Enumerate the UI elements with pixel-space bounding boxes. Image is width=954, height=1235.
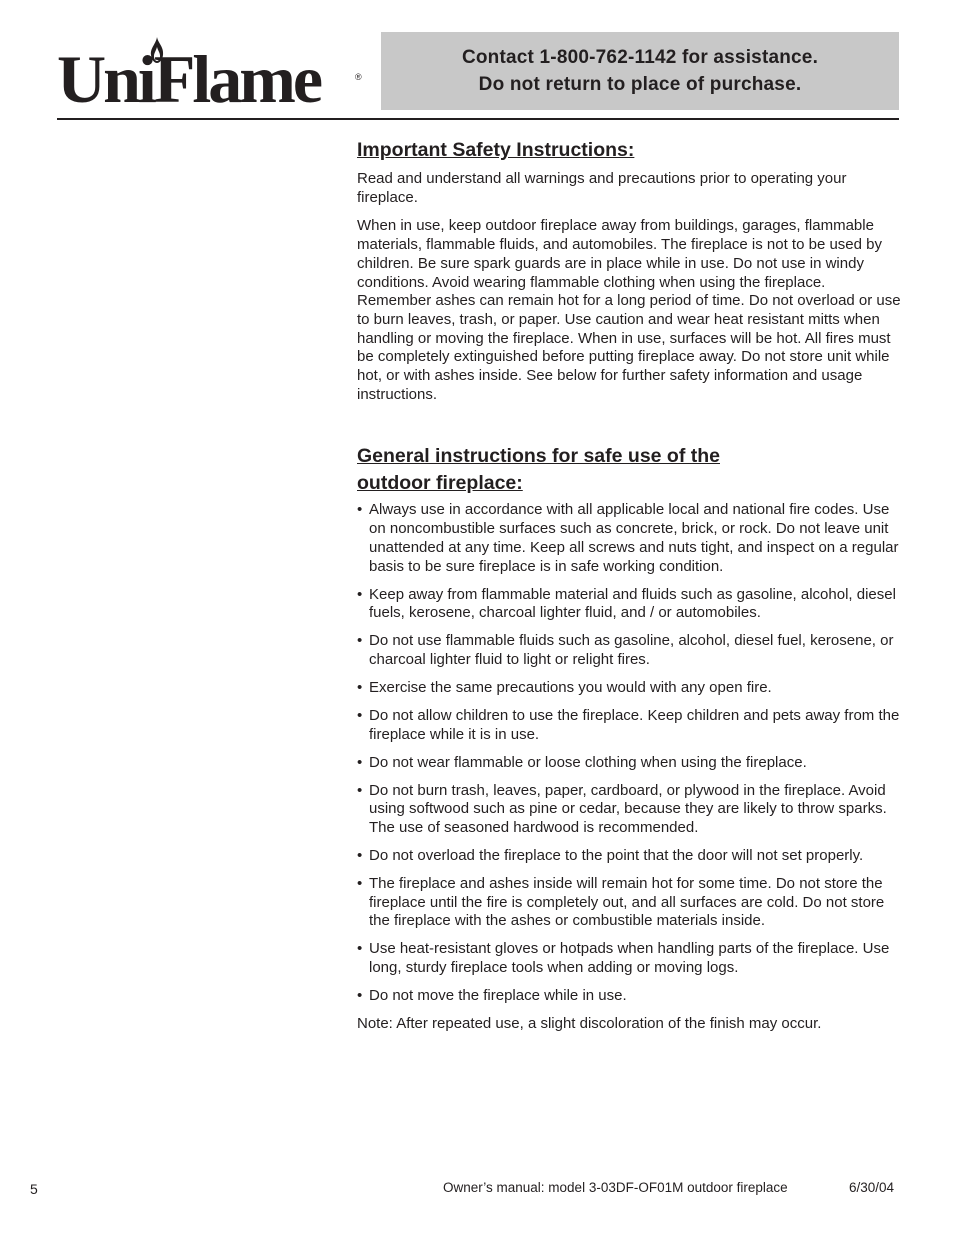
bullet: •: [357, 987, 363, 1005]
header-divider: [57, 118, 899, 120]
list-item: [357, 679, 902, 698]
general-heading-line1: General instructions for safe use of the: [357, 445, 720, 468]
list-item-text: The fireplace and ashes inside will remain hot for some time. Do not store the fireplace until the fire is completely out, and all surfaces are cold. Do not store the fireplace with the ashes or combustible materials inside.: [369, 875, 885, 930]
list-item-text: Keep away from flammable material and fluids such as gasoline, alcohol, diesel fuels, kerosene, charcoal lighter fluid, and / or automobiles.: [369, 585, 896, 622]
list-item: [357, 754, 902, 773]
bullet: •: [357, 781, 363, 799]
list-item: [357, 847, 902, 866]
bullet: •: [357, 678, 363, 696]
bullet: •: [357, 706, 363, 724]
instructions-list: [357, 501, 902, 1005]
list-item: [357, 707, 902, 744]
bullet: •: [357, 875, 363, 893]
registered-mark: ®: [355, 72, 362, 82]
bullet: •: [357, 585, 363, 603]
list-item: [357, 940, 902, 977]
bullet: •: [357, 940, 363, 958]
list-item: [357, 782, 902, 838]
list-item-text: Always use in accordance with all applicable local and national fire codes. Use on noncombustible surfaces such as concrete, brick, or rock. Do not leave unit unattended at any time. Keep all screws and nuts tight, and inspect on a regular basis to be sure fireplace is in safe working condition.: [369, 501, 899, 575]
uniflame-logo: [57, 32, 377, 120]
list-item: [357, 875, 902, 931]
page-header: [57, 32, 899, 120]
discoloration-note: Note: After repeated use, a slight discoloration of the finish may occur.: [357, 1015, 822, 1033]
document-date: 6/30/04: [849, 1180, 895, 1195]
bullet: •: [357, 632, 363, 650]
safety-detail-paragraph: When in use, keep outdoor fireplace away from buildings, garages, flammable materials, flammable fluids, and automobiles. The fireplace is not to be used by children. Be sure spark guards are in place while in use. Do not use in windy conditions. Avoid wearing flammable clothing when using the fireplace. Remember ashes can remain hot for a long period of time. Do not overload or use to burn leaves, trash, or paper. Use caution and wear heat resistant mitts when handling or moving the fireplace. When in use, surfaces will be hot. All fires must be completely extinguished before putting fireplace away. Do not store unit while hot, or with ashes inside. See below for further safety information and usage instructions.: [357, 217, 901, 403]
list-item-text: Use heat-resistant gloves or hotpads when handling parts of the fireplace. Use long, sturdy fireplace tools when adding or moving logs.: [369, 940, 890, 977]
list-item-text: Do not move the fireplace while in use.: [369, 987, 627, 1005]
contact-banner: [381, 32, 899, 110]
page-number: 5: [30, 1181, 38, 1197]
list-item-text: Do not allow children to use the fireplace. Keep children and pets away from the fireplace while it is in use.: [369, 706, 900, 743]
general-instructions-heading: [357, 443, 902, 497]
bullet: •: [357, 753, 363, 771]
bullet: •: [357, 847, 363, 865]
list-item-text: Do not burn trash, leaves, paper, cardboard, or plywood in the fireplace. Avoid using softwood such as pine or cedar, because they are likely to throw sparks. The use of seasoned hardwood is recommended.: [369, 781, 887, 837]
safety-intro-paragraph: Read and understand all warnings and precautions prior to operating your fireplace.: [357, 170, 847, 206]
list-item-text: Do not wear flammable or loose clothing when using the fireplace.: [369, 753, 807, 771]
general-heading-line2: outdoor fireplace:: [357, 472, 523, 495]
list-item: [357, 632, 902, 669]
list-item: [357, 987, 902, 1006]
safety-heading: Important Safety Instructions:: [357, 139, 635, 161]
list-item-text: Do not overload the fireplace to the point that the door will not set properly.: [369, 847, 864, 865]
list-item-text: Do not use flammable fluids such as gasoline, alcohol, diesel fuel, kerosene, or charcoal lighter fluid to light or relight fires.: [369, 632, 894, 668]
main-content: [357, 137, 902, 1034]
manual-title: Owner’s manual: model 3-03DF-OF01M outdoor fireplace: [443, 1180, 788, 1195]
contact-return-line: Do not return to place of purchase.: [478, 74, 802, 95]
list-item-text: Exercise the same precautions you would with any open fire.: [369, 678, 772, 696]
list-item: [357, 586, 902, 623]
list-item: [357, 501, 902, 576]
bullet: •: [357, 501, 363, 519]
contact-phone-line: Contact 1-800-762-1142 for assistance.: [461, 47, 819, 68]
logo-wordmark: UniFlame: [57, 41, 321, 117]
